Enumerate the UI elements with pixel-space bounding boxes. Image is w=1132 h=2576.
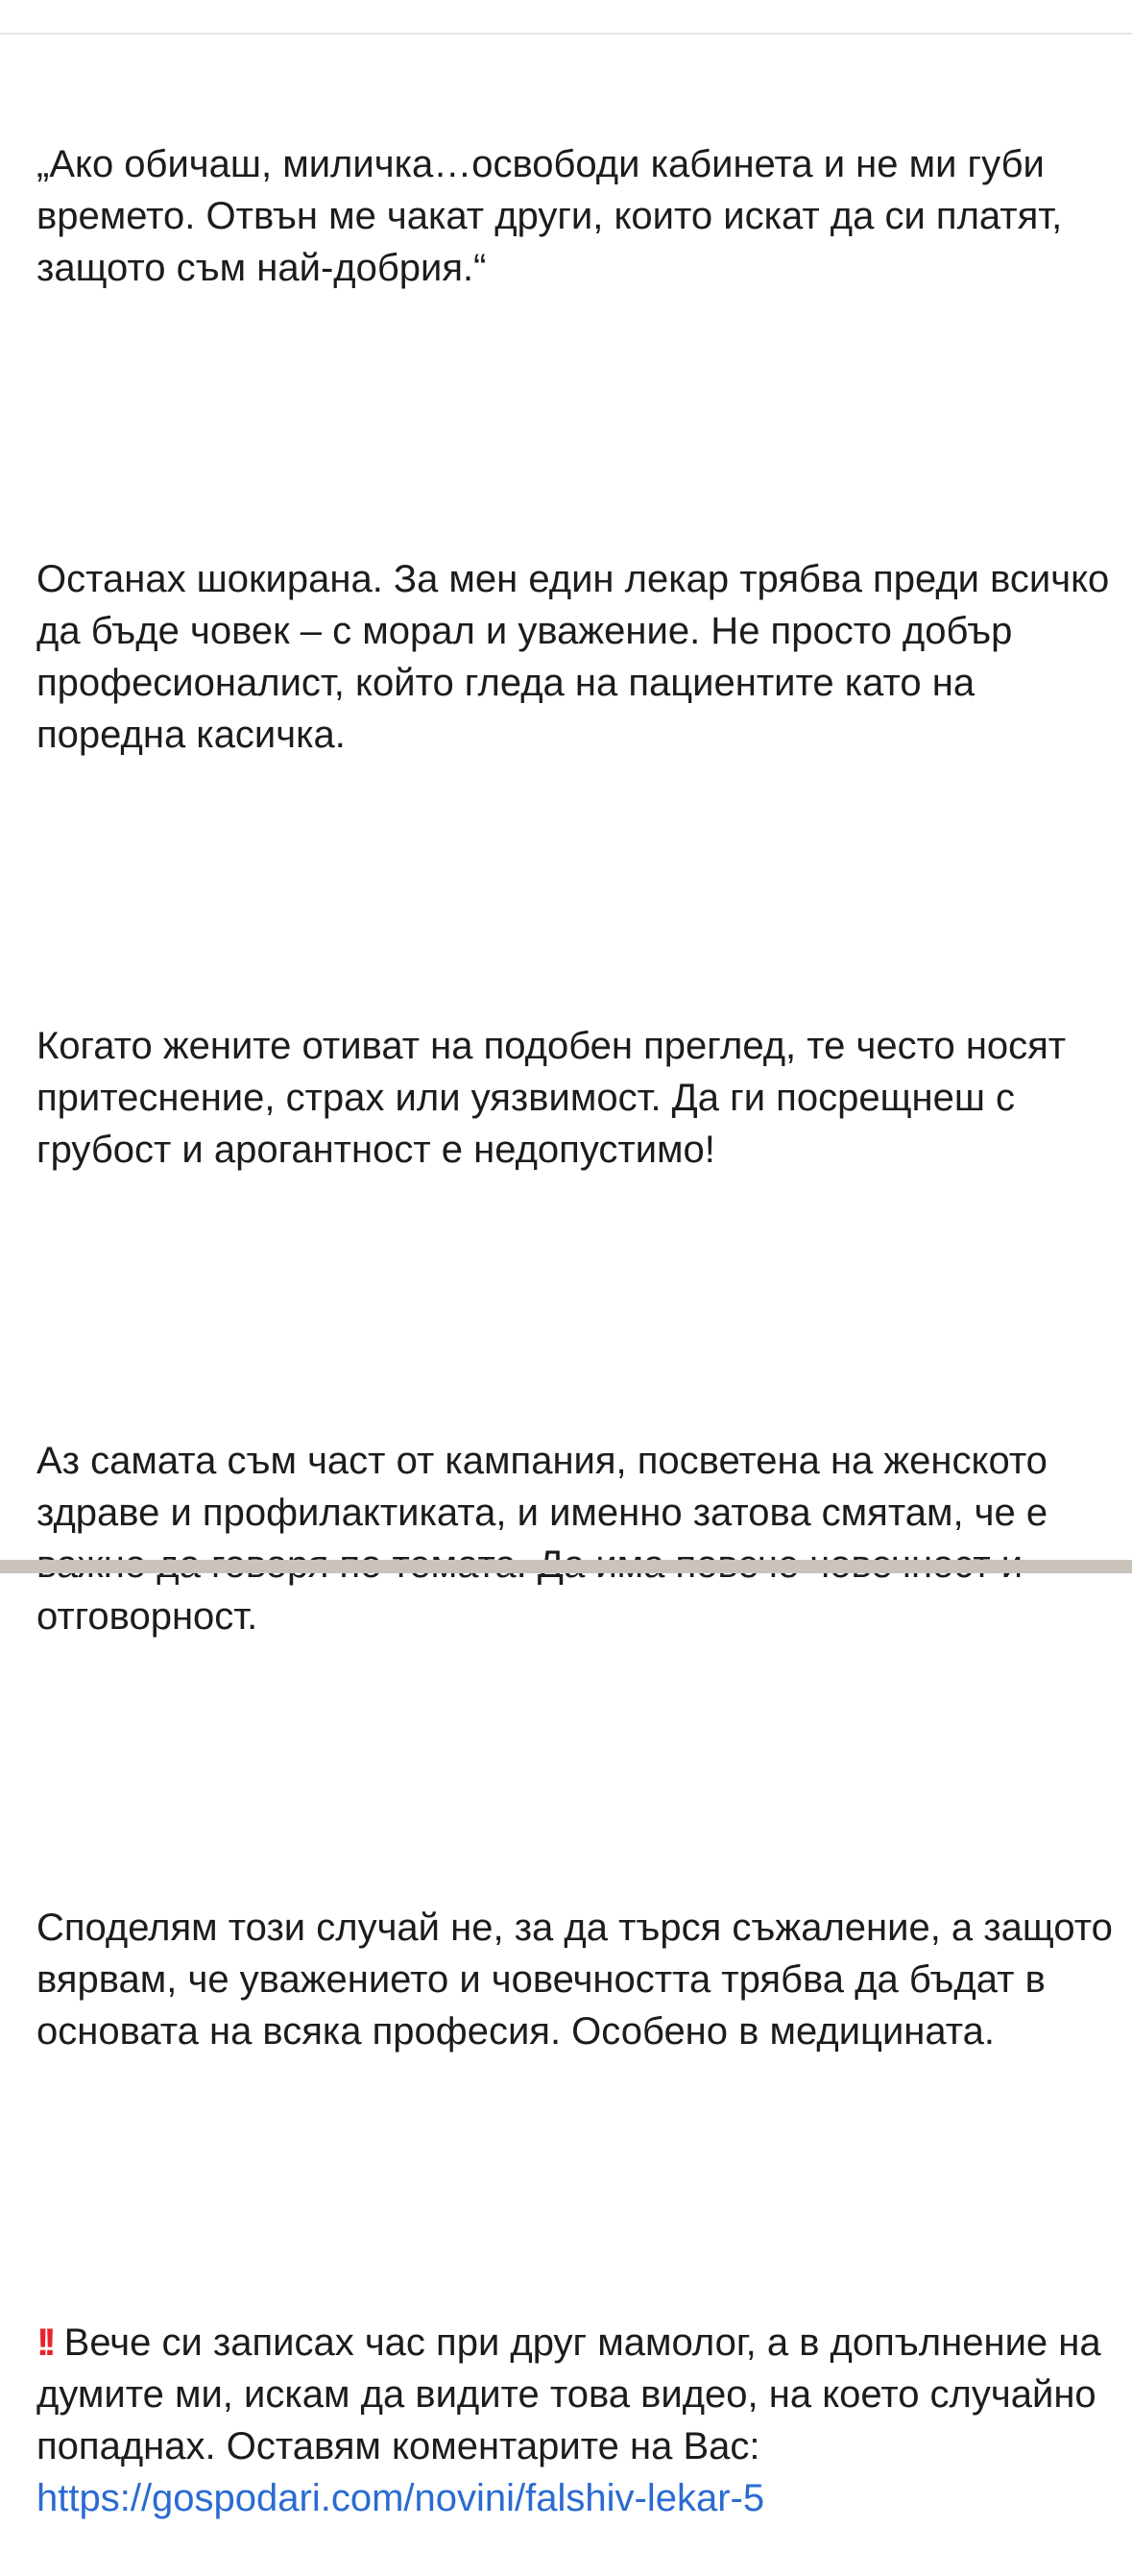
paragraph-gap	[36, 864, 1117, 916]
final-text: Вече си записах час при друг мамолог, а в допълнение на думите ми, искам да видите това видео, на което случайно попаднах. Оставям коментарите на Вас:	[36, 2321, 1112, 2467]
paragraph-women: Когато жените отиват на подобен преглед, те често носят притеснение, страх или уязвимост. Да ги посрещнеш с грубост и арогантност е недопустимо!	[36, 1025, 1077, 1171]
paragraph-sharing: Споделям този случай не, за да търся съжаление, а защото вярвам, че уважението и човечността трябва да бъдат в основата на всяка професия. Особено в медицината.	[36, 1907, 1123, 2053]
post-text	[36, 35, 1123, 2576]
paragraph-gap	[36, 398, 1117, 450]
paragraph-campaign: Аз самата съм част от кампания, посветена на женското здраве и профилактиката, и именно затова смятам, че е отговорност.	[36, 1440, 1048, 1638]
paragraph-shocked: Останах шокирана. За мен един лекар трябва преди всичко да бъде човек – с морал и уважение. Не просто добър професионалист, който гледа на пациентите като на поредна касичка.	[36, 558, 1120, 756]
paragraph-quote: „Ако обичаш, миличка…освободи кабинета и не ми губи времето. Отвън ме чакат други, които искат да си платят, защото съм най-добрия.“	[36, 143, 1073, 289]
paragraph-final	[36, 2317, 1117, 2524]
double-exclamation-icon: !!	[36, 2321, 51, 2364]
paragraph-gap	[36, 1746, 1117, 1798]
paragraph-gap	[36, 1279, 1117, 1331]
paragraph-gap	[36, 2161, 1117, 2213]
video-link[interactable]: https://gospodari.com/novini/falshiv-lekar-5	[36, 2477, 765, 2519]
bottom-edge	[0, 1560, 1132, 1573]
